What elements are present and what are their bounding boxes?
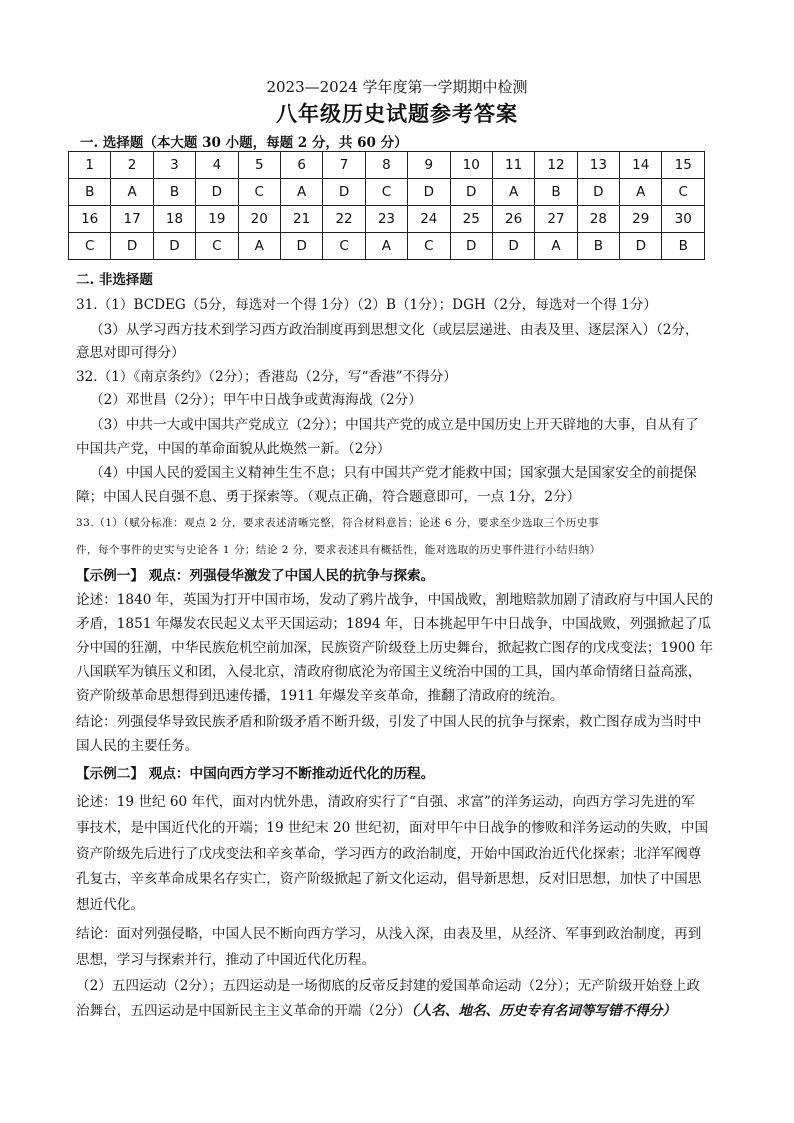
table-cell: A [365,233,407,260]
table-cell: C [365,179,407,206]
table-cell: A [280,179,322,206]
table-cell: 15 [662,152,705,179]
answer-line: （4）中国人民的爱国主义精神生生不息；只有中国共产党才能救中国；国家强大是国家安全的前提保 [90,465,697,481]
table-row-question-numbers [69,152,705,179]
table-cell: D [492,233,534,260]
table-cell: 3 [153,152,195,179]
table-cell: 13 [577,152,619,179]
table-cell: D [450,233,492,260]
multiple-choice-answer-table [68,151,705,260]
answer-line: 孔复古，辛亥革命成果名存实亡，资产阶级掀起了新文化运动，倡导新思想，反对旧思想，加快了中国思 [76,871,702,887]
table-cell: D [577,179,619,206]
answer-line: （2）邓世昌（2分）；甲午中日战争或黄海海战（2分） [90,392,422,408]
table-cell: 14 [620,152,662,179]
answer-line: 事技术，是中国近代化的开端；19 世纪末 20 世纪初，面对甲午中日战争的惨败和洋务运动的失败，中国 [76,820,709,836]
section-2-heading: 二. 非选择题 [76,272,153,288]
answer-line: 结论：列强侵华导致民族矛盾和阶级矛盾不断升级，引发了中国人民的抗争与探索，救亡图存成为当时中 [76,714,702,730]
table-cell: A [238,233,280,260]
table-row-answers [69,179,705,206]
table-cell: 18 [153,206,195,233]
table-cell: 9 [408,152,450,179]
table-cell: 11 [492,152,534,179]
answer-text: 治舞台，五四运动是中国新民主主义革命的开端（2分） [76,1003,411,1019]
table-cell: C [69,233,111,260]
section-1-heading: 一. 选择题（本大题 30 小题，每题 2 分，共 60 分） [80,135,408,151]
table-cell: 20 [238,206,280,233]
scoring-criteria-line: 33.（1）（赋分标准：观点 2 分，要求表述清晰完整，符合材料意旨；论述 6 分，要求至少选取三个历史事 [76,517,599,529]
table-cell: A [535,233,577,260]
table-cell: 27 [535,206,577,233]
table-cell: 19 [196,206,238,233]
answer-line: 资产阶级革命思想得到迅速传播，1911 年爆发辛亥革命，推翻了清政府的统治。 [76,688,564,704]
table-cell: A [111,179,153,206]
answer-line: （3）从学习西方技术到学习西方政治制度再到思想文化（或层层递进、由表及里、逐层深入）（2分， [90,322,699,338]
table-cell: 5 [238,152,280,179]
answer-line: 结论：面对列强侵略，中国人民不断向西方学习，从浅入深，由表及里，从经济、军事到政治制度，再到 [76,926,702,942]
example-2-heading: 【示例二】 观点：中国向西方学习不断推动近代化的历程。 [76,766,435,782]
table-cell: 2 [111,152,153,179]
table-cell: 1 [69,152,111,179]
answer-line: 中国共产党，中国的革命面貌从此焕然一新。（2分） [76,441,391,457]
table-cell: A [492,179,534,206]
table-cell: D [111,233,153,260]
answer-line: 想近代化。 [76,897,144,913]
table-cell: B [153,179,195,206]
answer-line: 资产阶级先后进行了戊戌变法和辛亥革命，学习西方的政治制度，开始中国政治近代化探索；北洋军阀尊 [76,846,702,862]
table-cell: A [620,179,662,206]
table-cell: C [238,179,280,206]
table-cell: D [323,179,365,206]
table-cell: 4 [196,152,238,179]
table-cell: D [196,179,238,206]
scoring-criteria-line: 件，每个事件的史实与史论各 1 分；结论 2 分，要求表述具有概括性，能对选取的历史事件进行小结归纳） [76,544,601,556]
table-cell: D [450,179,492,206]
answer-line: 八国联军为镇压义和团，入侵北京，清政府彻底沦为帝国主义统治中国的工具，国内革命情绪日益高涨， [76,664,702,680]
answer-line: 矛盾，1851 年爆发农民起义太平天国运动；1894 年，日本挑起甲午中日战争，中国战败，列强掀起了瓜 [76,616,712,632]
table-cell: C [323,233,365,260]
table-cell: 17 [111,206,153,233]
table-cell: 8 [365,152,407,179]
table-cell: 6 [280,152,322,179]
grading-note: （人名、地名、历史专有名词等写错不得分） [410,1003,676,1019]
table-cell: 29 [620,206,662,233]
table-cell: B [577,233,619,260]
table-cell: 21 [280,206,322,233]
table-cell: B [69,179,111,206]
exam-subtitle: 2023—2024 学年度第一学期期中检测 [266,78,528,96]
table-cell: D [408,179,450,206]
answer-line: 分中国的狂潮，中华民族危机空前加深，民族资产阶级登上历史舞台，掀起救亡图存的戊戌变法；1900 年 [76,640,714,656]
table-cell: C [196,233,238,260]
answer-line: 论述：19 世纪 60 年代，面对内忧外患，清政府实行了“自强、求富”的洋务运动，向西方学习先进的军 [76,794,695,810]
table-cell: 30 [662,206,705,233]
table-cell: 10 [450,152,492,179]
table-cell: D [153,233,195,260]
answer-line: 意思对即可得分） [76,345,185,361]
answer-line: （3）中共一大或中国共产党成立（2分）；中国共产党的成立是中国历史上开天辟地的大事，自从有了 [90,417,699,433]
answer-line: （2）五四运动（2分）；五四运动是一场彻底的反帝反封建的爱国革命运动（2分）；无产阶级开始登上政 [76,978,701,994]
table-cell: 16 [69,206,111,233]
table-cell: 22 [323,206,365,233]
answer-line: 32.（1）《南京条约》（2分）；香港岛（2分，写“香港”不得分） [76,369,457,385]
table-cell: B [662,233,705,260]
page-title: 八年级历史试题参考答案 [276,101,518,126]
table-cell: 26 [492,206,534,233]
answer-line: 思想，学习与探索并行，推动了中国近代化历程。 [76,952,376,968]
table-cell: 25 [450,206,492,233]
answer-line: 论述：1840 年，英国为打开中国市场，发动了鸦片战争，中国战败，割地赔款加剧了清政府与中国人民的 [76,592,714,608]
table-cell: 7 [323,152,365,179]
answer-line: 31.（1）BCDEG（5分，每选对一个得 1分）（2）B（1分）；DGH（2分，每选对一个得 1分） [76,297,657,313]
example-1-heading: 【示例一】 观点：列强侵华激发了中国人民的抗争与探索。 [76,568,435,584]
table-cell: D [620,233,662,260]
table-row-question-numbers [69,206,705,233]
table-cell: B [535,179,577,206]
table-cell: C [408,233,450,260]
answer-line: 障；中国人民自强不息、勇于探索等。（观点正确，符合题意即可，一点 1分，2分） [76,489,581,505]
table-cell: 23 [365,206,407,233]
answer-line [76,1002,676,1020]
table-row-answers [69,233,705,260]
table-cell: 28 [577,206,619,233]
table-cell: 24 [408,206,450,233]
table-cell: 12 [535,152,577,179]
table-cell: D [280,233,322,260]
answer-line: 国人民的主要任务。 [76,738,199,754]
table-cell: C [662,179,705,206]
